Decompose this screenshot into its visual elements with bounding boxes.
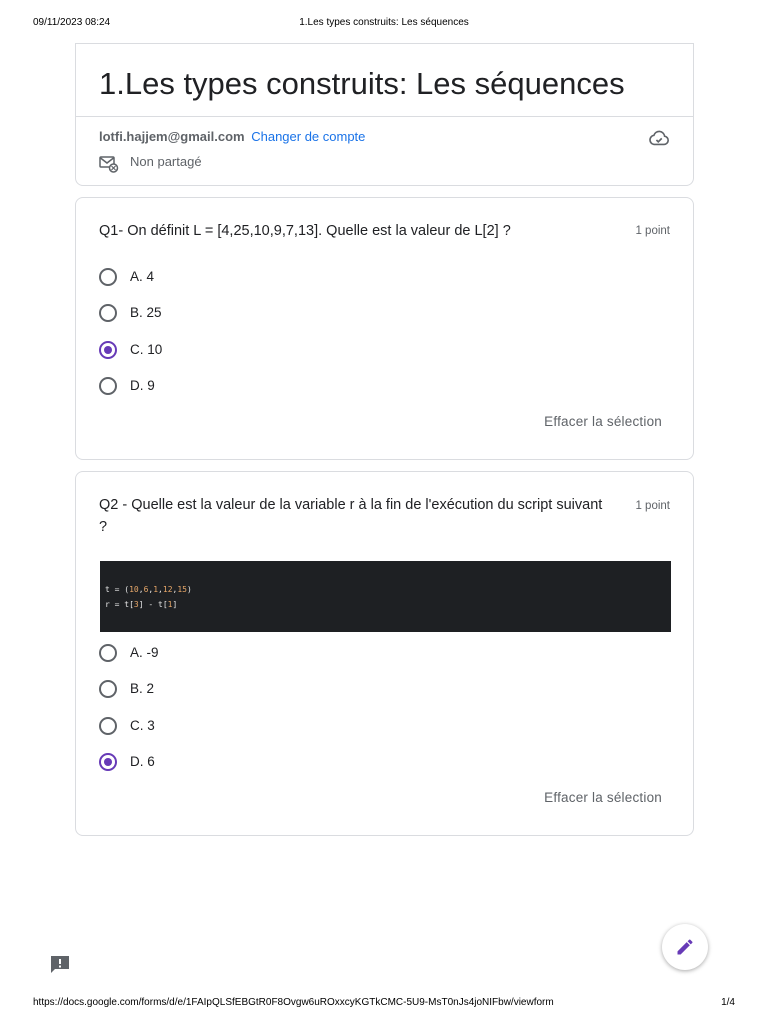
- radio-button[interactable]: [99, 268, 117, 286]
- option-label: B. 2: [130, 681, 155, 696]
- radio-button[interactable]: [99, 680, 117, 698]
- question-2-points: 1 point: [635, 500, 670, 512]
- radio-button-selected[interactable]: [99, 753, 117, 771]
- print-page-number: 1/4: [721, 997, 735, 1008]
- form-header-card: [75, 43, 694, 186]
- pencil-icon: [675, 937, 695, 957]
- shared-status-text: Non partagé: [130, 154, 202, 169]
- question-2-text-line-2: ?: [99, 519, 108, 535]
- option-label: A. -9: [130, 645, 159, 660]
- report-icon[interactable]: [49, 954, 71, 976]
- option-label: B. 25: [130, 305, 162, 320]
- option-label: C. 10: [130, 342, 163, 357]
- print-datetime: 09/11/2023 08:24: [33, 17, 111, 28]
- print-doc-title: 1.Les types construits: Les séquences: [299, 17, 469, 28]
- option-label: C. 3: [130, 718, 155, 733]
- radio-button[interactable]: [99, 717, 117, 735]
- code-line-1: t = (10,6,1,12,15): [105, 585, 192, 594]
- edit-button[interactable]: [662, 924, 708, 970]
- question-card-1: [75, 197, 694, 460]
- account-email: lotfi.hajjem@gmail.com: [99, 129, 245, 144]
- radio-button-selected[interactable]: [99, 341, 117, 359]
- option-label: D. 9: [130, 378, 155, 393]
- question-1-points: 1 point: [635, 225, 670, 237]
- question-1-text: Q1- On définit L = [4,25,10,9,7,13]. Quelle est la valeur de L[2] ?: [99, 223, 511, 239]
- clear-selection-button[interactable]: Effacer la sélection: [544, 414, 662, 429]
- radio-button[interactable]: [99, 377, 117, 395]
- account-line: [99, 129, 365, 144]
- print-footer: [33, 997, 735, 1011]
- title-divider: [76, 116, 693, 117]
- option-label: A. 4: [130, 269, 155, 284]
- radio-button[interactable]: [99, 304, 117, 322]
- cloud-sync-icon: [648, 127, 670, 149]
- print-header: [33, 17, 735, 31]
- print-url: https://docs.google.com/forms/d/e/1FAIpQLSfEBGtR0F8Ovgw6uROxxcyKGTkCMC-5U9-MsT0nJs4joNIFbw/viewform: [33, 997, 554, 1008]
- option-label: D. 6: [130, 754, 155, 769]
- switch-account-link[interactable]: Changer de compte: [251, 129, 366, 144]
- question-2-text-line-1: Q2 - Quelle est la valeur de la variable r à la fin de l'exécution du script suivant: [99, 497, 603, 513]
- code-line-2: r = t[3] - t[1]: [105, 600, 178, 609]
- question-2-text: [99, 494, 619, 538]
- form-title: 1.Les types construits: Les séquences: [99, 66, 625, 101]
- clear-selection-button[interactable]: Effacer la sélection: [544, 790, 662, 805]
- question-card-2: [75, 471, 694, 836]
- mail-not-shared-icon: [99, 155, 119, 173]
- code-snippet: [100, 561, 671, 632]
- radio-button[interactable]: [99, 644, 117, 662]
